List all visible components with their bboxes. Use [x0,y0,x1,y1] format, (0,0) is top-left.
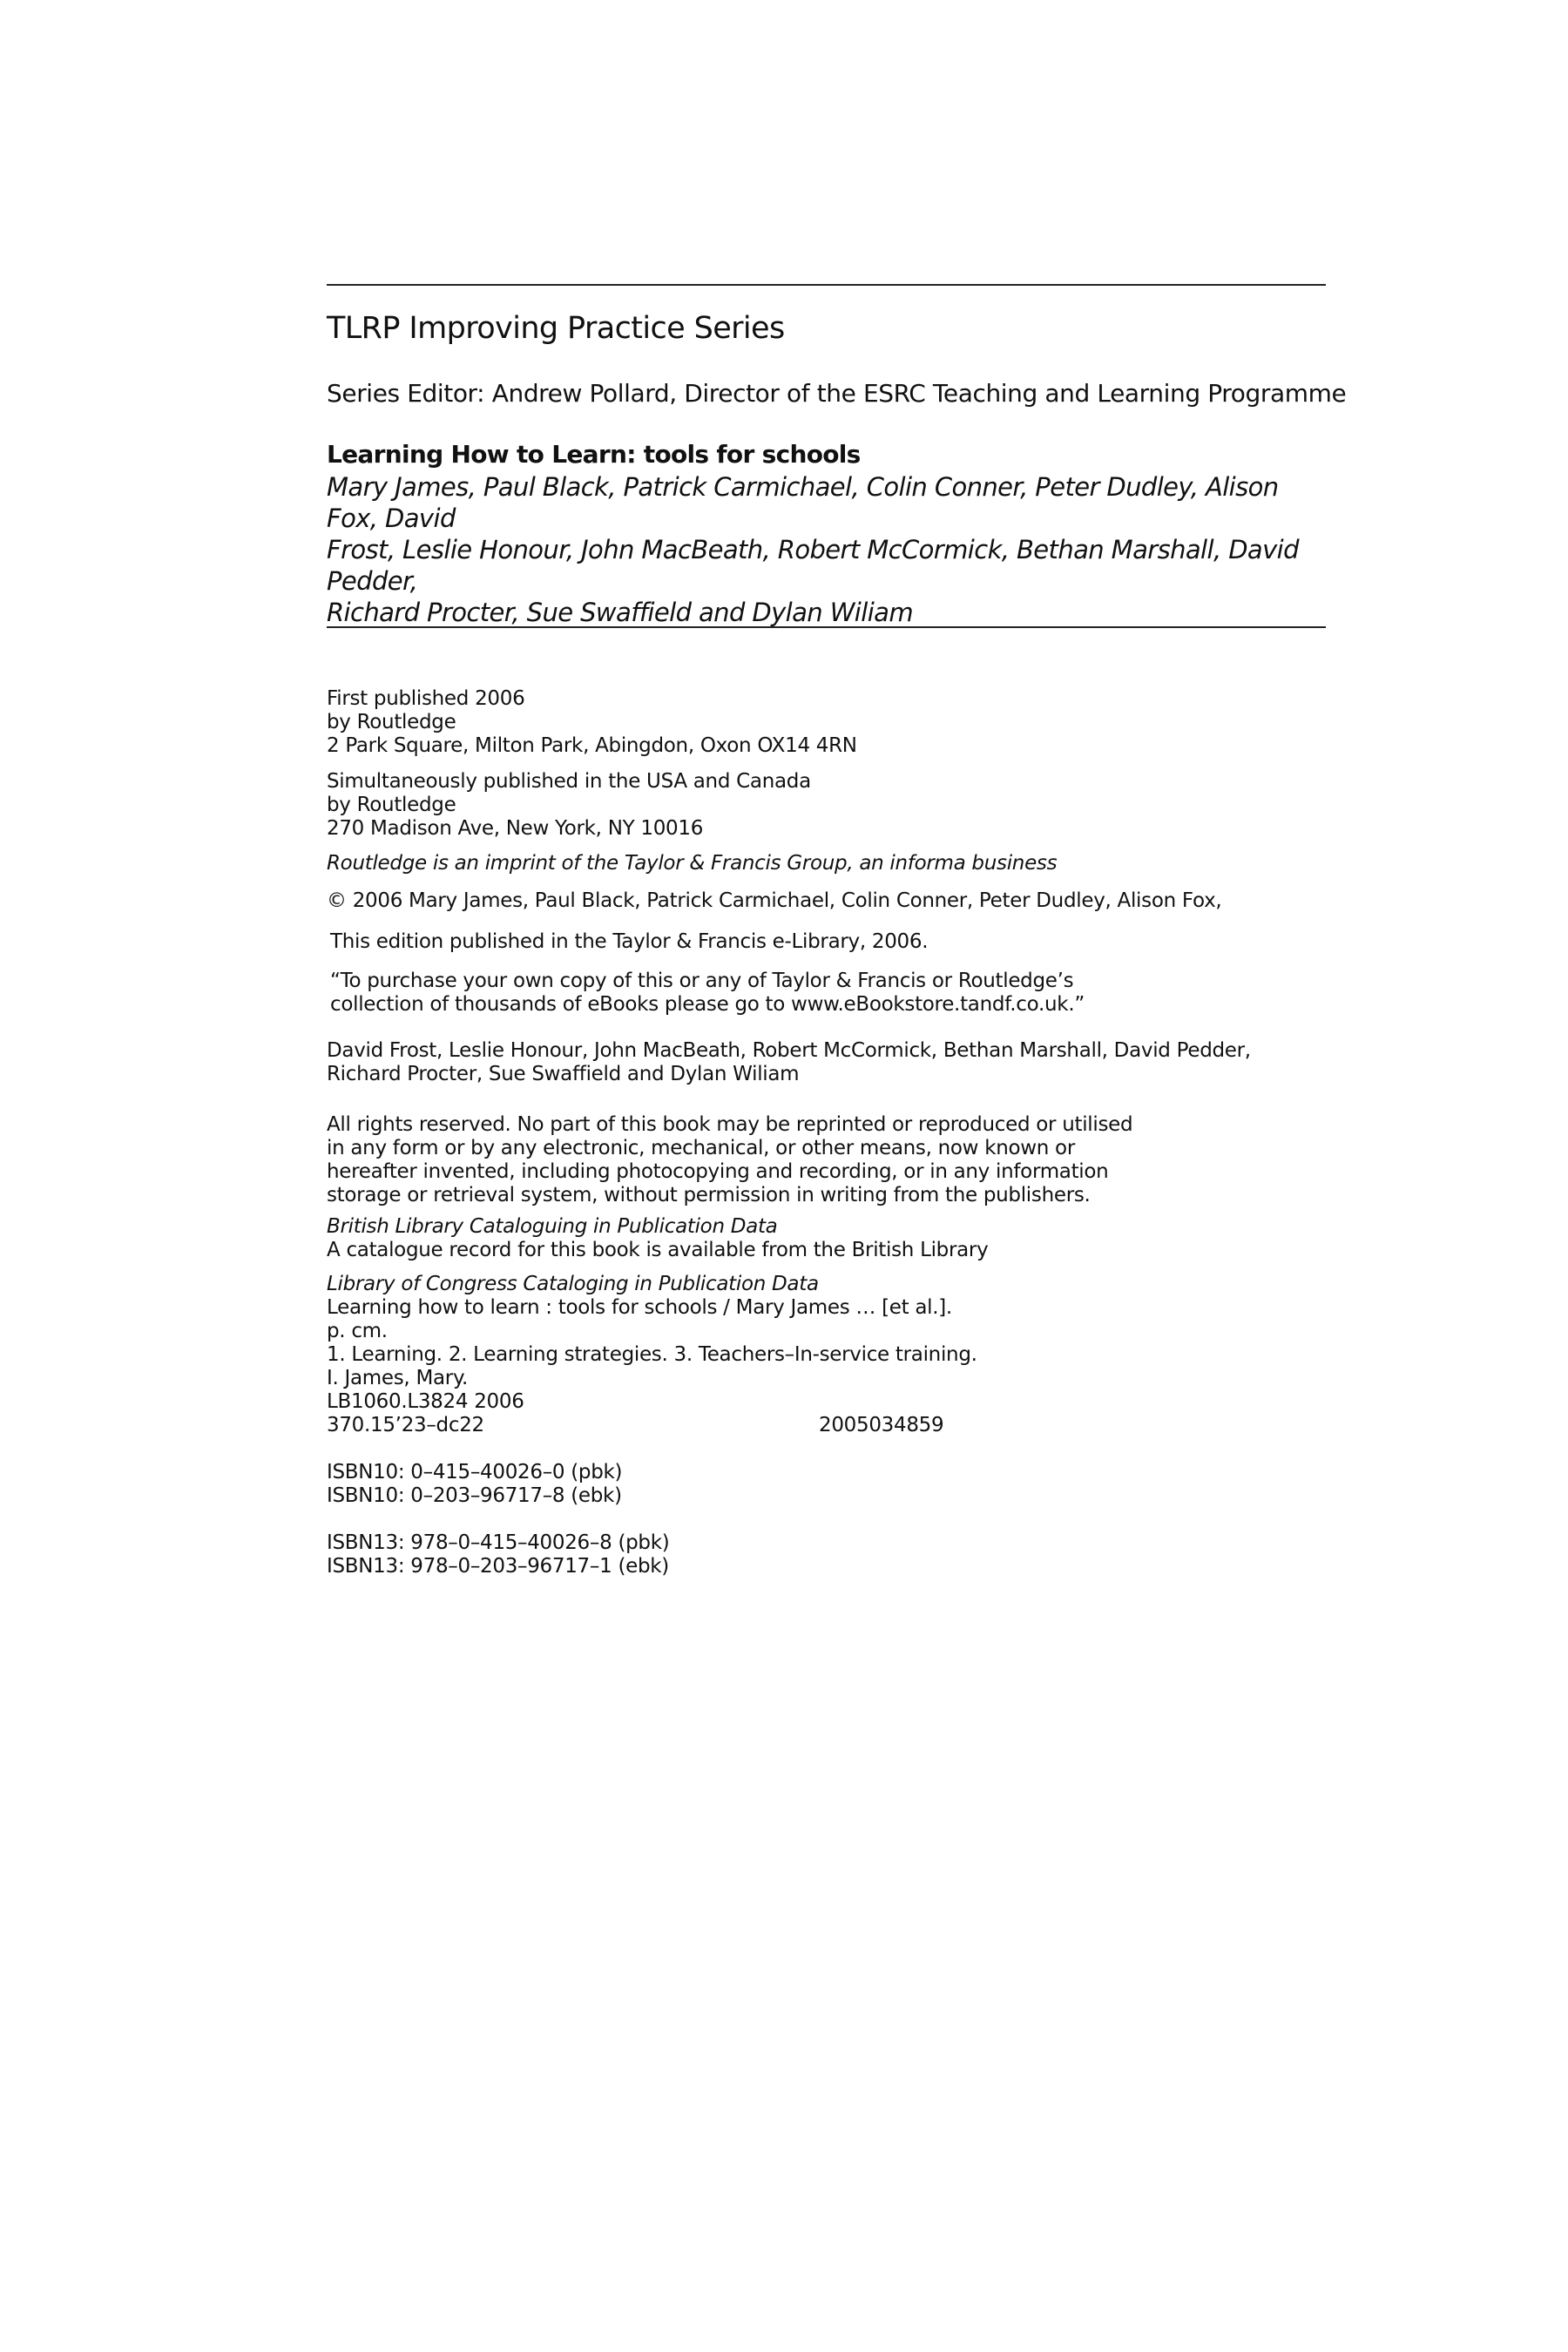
isbn13-pbk: ISBN13: 978–0–415–40026–8 (pbk) [327,1531,670,1554]
publisher-line: by Routledge [327,794,456,816]
bl-heading: British Library Cataloguing in Publication Data [327,1215,778,1238]
purchase-note [330,970,1085,1017]
authors-line: Frost, Leslie Honour, John MacBeath, Robert McCormick, Bethan Marshall, David Pedder, [327,535,1299,596]
purchase-note-line: “To purchase your own copy of this or any of Taylor & Francis or Routledge’s [330,970,1074,992]
copyright-continued-line: Richard Procter, Sue Swaffield and Dylan Wiliam [327,1063,800,1085]
rights-line: hereafter invented, including photocopying and recording, or in any information [327,1160,1109,1183]
usa-canada-block [327,770,811,841]
isbn10-pbk: ISBN10: 0–415–40026–0 (pbk) [327,1461,623,1484]
isbn10-ebk: ISBN10: 0–203–96717–8 (ebk) [327,1484,622,1507]
lc-line: LB1060.L3824 2006 [327,1390,524,1413]
rights-line: All rights reserved. No part of this book may be reprinted or reproduced or utilised [327,1113,1133,1136]
lc-line: 1. Learning. 2. Learning strategies. 3. Teachers–In-service training. [327,1343,977,1366]
lc-class-number: 370.15’23–dc22 [327,1414,484,1436]
isbn13-block [327,1531,669,1578]
copyright-continued [327,1039,1251,1086]
lc-line: I. James, Mary. [327,1367,468,1389]
top-rule [327,284,1326,286]
rights-line: storage or retrieval system, without permission in writing from the publishers. [327,1184,1091,1206]
publisher-address: 270 Madison Ave, New York, NY 10016 [327,817,704,840]
copyright-line: © 2006 Mary James, Paul Black, Patrick Carmichael, Colin Conner, Peter Dudley, Alison Fox, [327,889,1222,912]
library-of-congress-block [327,1273,977,1414]
lc-control-number: 2005034859 [819,1414,944,1436]
isbn10-block [327,1461,622,1508]
publisher-line: by Routledge [327,711,456,733]
rights-line: in any form or by any electronic, mechanical, or other means, now known or [327,1137,1075,1159]
series-title: TLRP Improving Practice Series [327,311,785,346]
imprint-note: Routledge is an imprint of the Taylor & Francis Group, an informa business [327,852,1058,875]
lc-line: p. cm. [327,1320,388,1342]
middle-rule [327,626,1326,628]
series-editor: Series Editor: Andrew Pollard, Director of the ESRC Teaching and Learning Programme [327,379,1347,408]
lc-heading: Library of Congress Cataloging in Publication Data [327,1273,819,1295]
authors-line: Mary James, Paul Black, Patrick Carmichael, Colin Conner, Peter Dudley, Alison Fox, David [327,472,1279,533]
lc-line: Learning how to learn : tools for schools / Mary James … [et al.]. [327,1296,952,1319]
purchase-note-line: collection of thousands of eBooks please go to www.eBookstore.tandf.co.uk.” [330,993,1085,1016]
rights-statement [327,1113,1132,1207]
book-title: Learning How to Learn: tools for schools [327,440,861,469]
authors-line: Richard Procter, Sue Swaffield and Dylan Wiliam [327,598,913,627]
british-library-block [327,1215,988,1262]
book-authors [327,471,1326,628]
copyright-continued-line: David Frost, Leslie Honour, John MacBeath, Robert McCormick, Bethan Marshall, David Pedder, [327,1039,1251,1062]
ebook-edition-line: This edition published in the Taylor & Francis e-Library, 2006. [330,930,929,953]
bl-text: A catalogue record for this book is available from the British Library [327,1239,989,1261]
first-published-block [327,687,857,758]
publisher-address: 2 Park Square, Milton Park, Abingdon, Oxon OX14 4RN [327,734,857,757]
isbn13-ebk: ISBN13: 978–0–203–96717–1 (ebk) [327,1555,669,1578]
first-published-line: First published 2006 [327,687,525,710]
usa-canada-line: Simultaneously published in the USA and Canada [327,770,811,793]
